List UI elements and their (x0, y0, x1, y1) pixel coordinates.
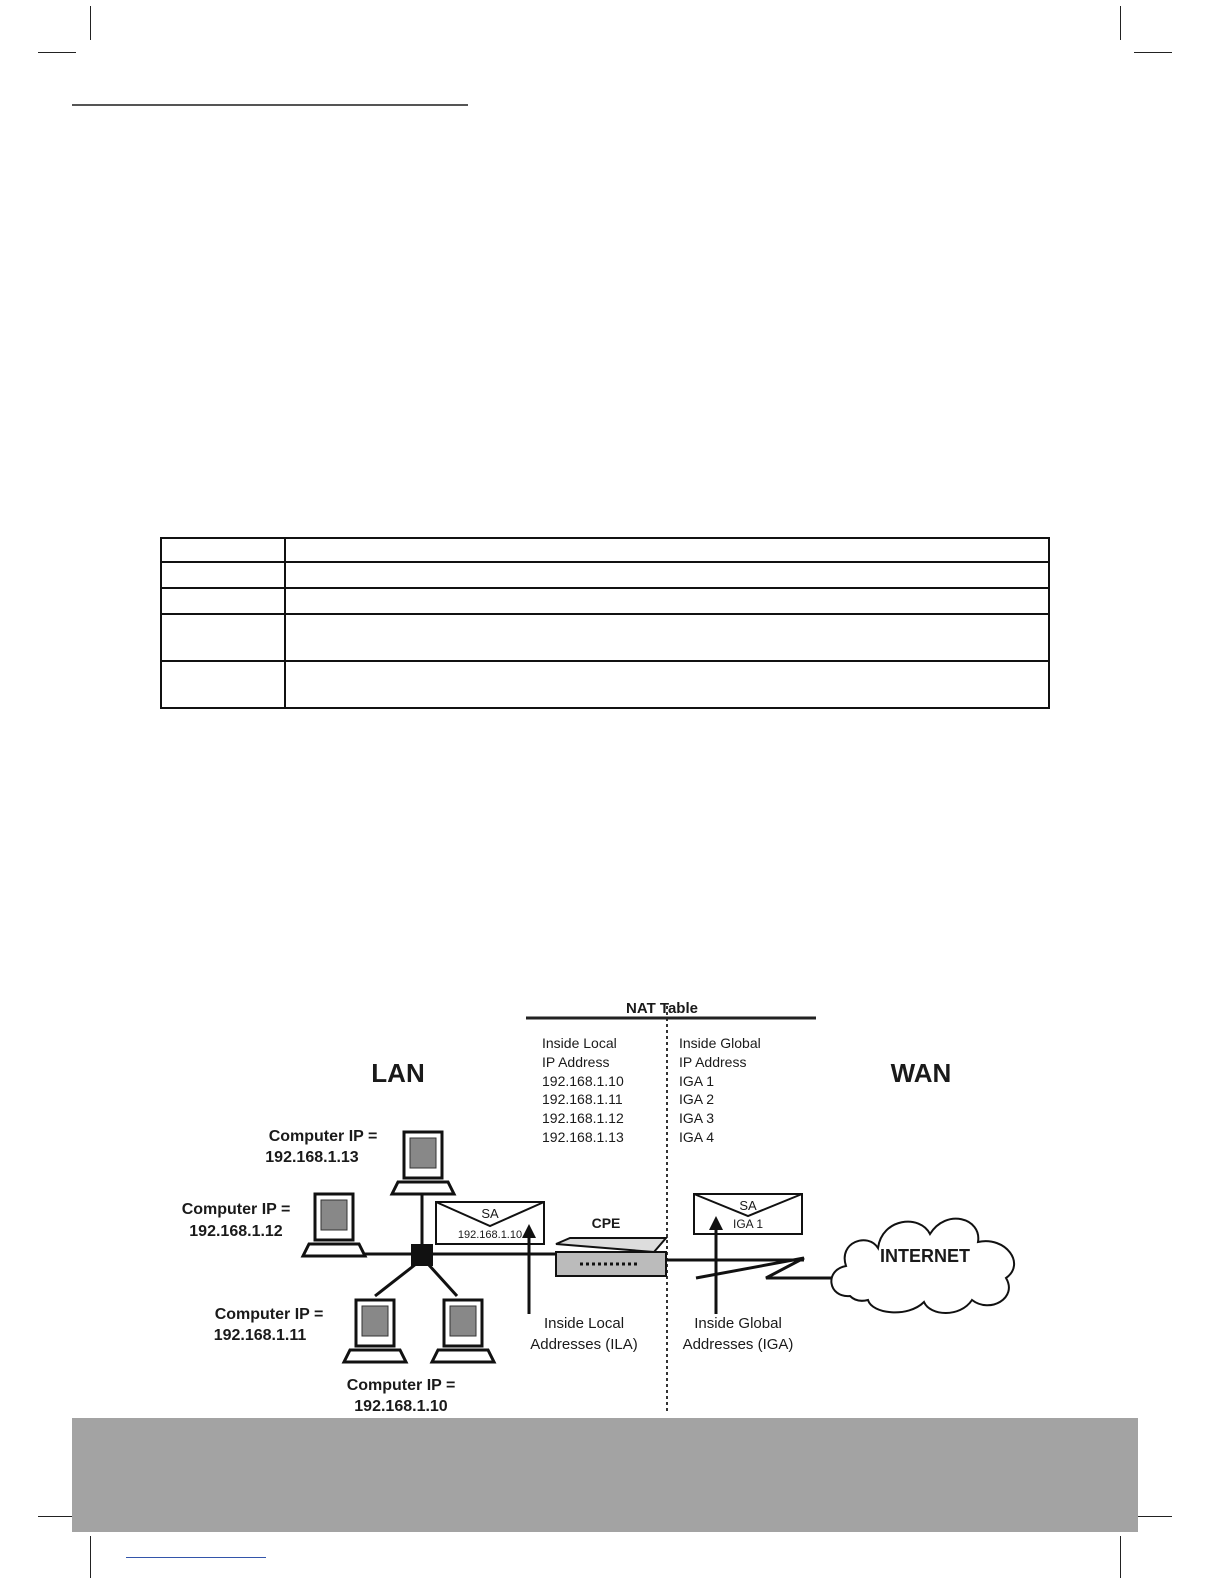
footer-link-underline (126, 1557, 266, 1558)
lan-label: LAN (371, 1058, 425, 1088)
ila-label-line1: Inside Local (543, 1315, 625, 1332)
ila-label-line2: Addresses (ILA) (530, 1336, 638, 1353)
crop-mark (1134, 1516, 1172, 1517)
table-cell (285, 588, 1049, 614)
crop-mark (38, 1516, 76, 1517)
nat-left-value: 192.168.1.10 (542, 1073, 624, 1089)
hub-icon (411, 1244, 433, 1266)
table-cell (285, 614, 1049, 661)
crop-mark (1134, 52, 1172, 53)
table-cell (161, 562, 285, 588)
nat-left-header-2: IP Address (542, 1054, 610, 1070)
computer-icon (392, 1132, 454, 1194)
nat-right-value: IGA 3 (679, 1110, 715, 1126)
table-row (161, 614, 1049, 661)
computer-label: Computer IP = (214, 1306, 324, 1323)
wan-label: WAN (890, 1058, 952, 1088)
nat-left-value: 192.168.1.13 (542, 1129, 624, 1145)
nat-right-value: IGA 1 (679, 1073, 715, 1089)
packet-address: 192.168.1.10 (457, 1229, 523, 1241)
cpe-label: CPE (591, 1215, 621, 1231)
computer-ip: 192.168.1.11 (213, 1327, 307, 1344)
lan-cable (428, 1264, 457, 1296)
crop-mark (1120, 6, 1121, 40)
nat-right-value: IGA 4 (679, 1129, 715, 1145)
computer-label: Computer IP = (268, 1128, 378, 1145)
table-cell (161, 538, 285, 562)
table-row (161, 538, 1049, 562)
iga-label-line1: Inside Global (694, 1315, 782, 1332)
nat-left-value: 192.168.1.11 (542, 1091, 623, 1107)
router-icon (556, 1238, 666, 1276)
computer-ip: 192.168.1.13 (265, 1149, 359, 1166)
nat-right-header-2: IP Address (679, 1054, 747, 1070)
computer-label: Computer IP = (181, 1201, 291, 1218)
internet-label: INTERNET (880, 1246, 970, 1266)
computer-icon (344, 1300, 406, 1362)
table-cell (285, 538, 1049, 562)
nat-diagram (160, 996, 1020, 1414)
table-cell (161, 614, 285, 661)
computer-ip: 192.168.1.10 (354, 1398, 448, 1414)
crop-mark (90, 6, 91, 40)
nat-left-value: 192.168.1.12 (542, 1110, 624, 1126)
empty-table (160, 537, 1050, 709)
header-rule (72, 104, 468, 106)
nat-right-value: IGA 2 (679, 1091, 715, 1107)
packet-address: IGA 1 (732, 1217, 764, 1231)
table-row (161, 661, 1049, 708)
table-cell (285, 661, 1049, 708)
computer-label: Computer IP = (346, 1377, 456, 1394)
iga-label-line2: Addresses (IGA) (682, 1336, 794, 1353)
table-cell (285, 562, 1049, 588)
crop-mark (1120, 1536, 1121, 1578)
packet-sa-label: SA (481, 1206, 499, 1221)
nat-left-header-1: Inside Local (542, 1035, 617, 1051)
computer-icon (432, 1300, 494, 1362)
lan-cable (375, 1264, 416, 1296)
computer-ip: 192.168.1.12 (189, 1223, 283, 1240)
footer-bar (72, 1418, 1138, 1532)
nat-table-title: NAT Table (626, 1000, 698, 1017)
computer-icon (303, 1194, 365, 1256)
table-cell (161, 588, 285, 614)
nat-right-header-1: Inside Global (679, 1035, 761, 1051)
crop-mark (90, 1536, 91, 1578)
table-cell (161, 661, 285, 708)
table-row (161, 562, 1049, 588)
packet-sa-label: SA (739, 1198, 757, 1213)
table-row (161, 588, 1049, 614)
crop-mark (38, 52, 76, 53)
